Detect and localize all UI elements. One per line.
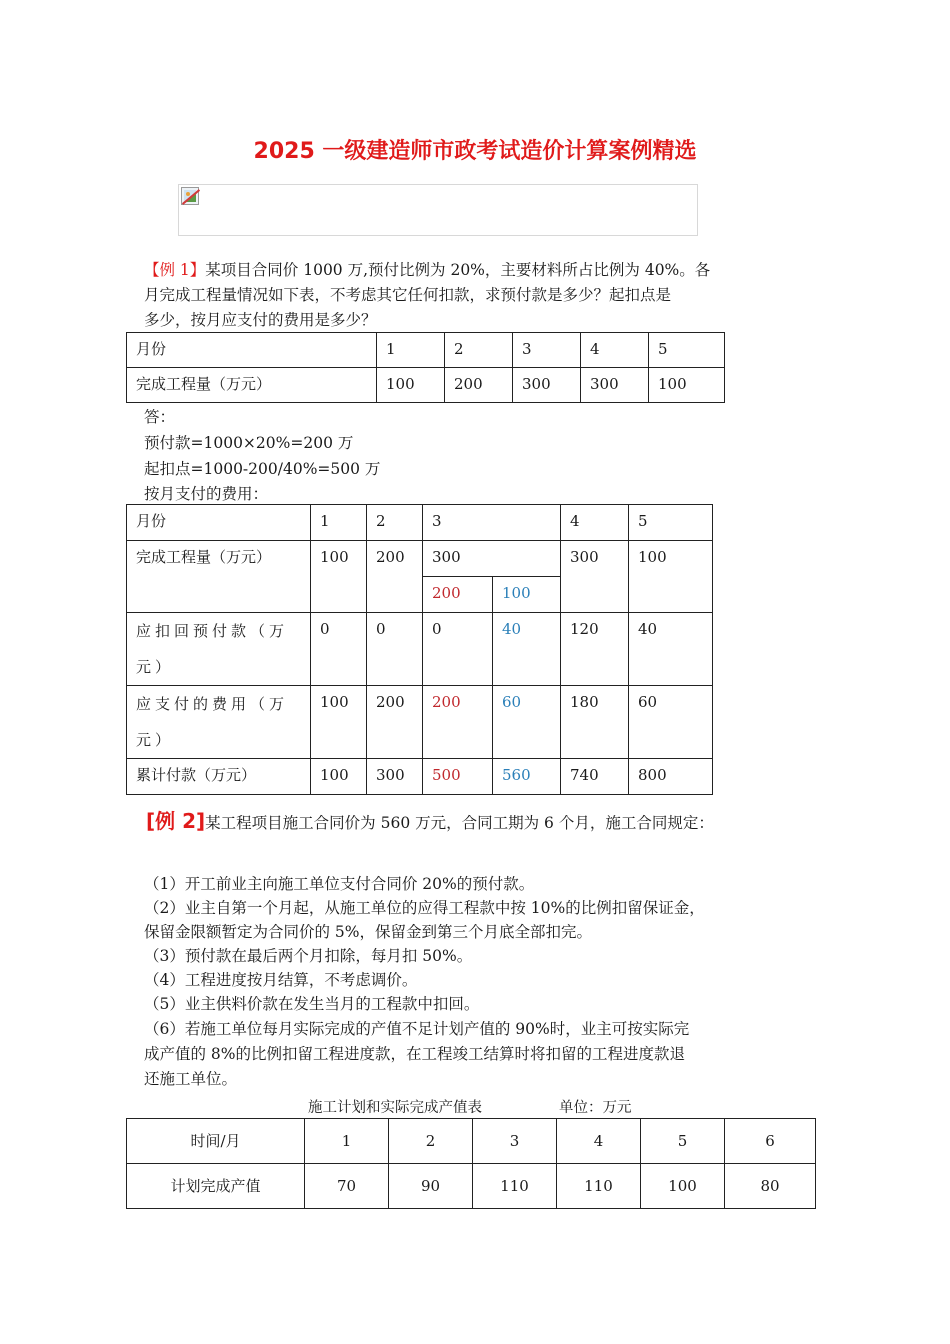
table-cell: 2 [445, 333, 513, 368]
table-cell: 200 [423, 577, 493, 613]
table-cell: 100 [311, 541, 367, 613]
table-row [127, 333, 725, 368]
table-cell: 月份 [127, 333, 377, 368]
table-cell: 时间/月 [127, 1119, 305, 1164]
table-caption: 施工计划和实际完成产值表 [308, 1100, 482, 1116]
table-cell: 5 [649, 333, 725, 368]
table-cell: 1 [377, 333, 445, 368]
table-cell: 4 [581, 333, 649, 368]
payment-table [126, 504, 713, 795]
answer-line-3: 按月支付的费用： [144, 485, 269, 503]
table-cell: 560 [493, 759, 561, 795]
table-cell: 200 [423, 686, 493, 759]
table-cell: 完成工程量（万元） [127, 541, 311, 613]
table-cell: 200 [445, 368, 513, 403]
table-cell: 累计付款（万元） [127, 759, 311, 795]
table-cell: 0 [367, 613, 423, 686]
table-cell: 100 [641, 1164, 725, 1209]
table-cell: 60 [629, 686, 713, 759]
table-cell: 200 [367, 541, 423, 613]
table-cell: 2 [367, 505, 423, 541]
broken-image-icon [181, 187, 199, 205]
table-row [127, 759, 713, 795]
table-cell: 90 [389, 1164, 473, 1209]
table-cell: 70 [305, 1164, 389, 1209]
table-cell: 100 [649, 368, 725, 403]
table-cell: 110 [473, 1164, 557, 1209]
table-cell: 100 [311, 759, 367, 795]
table-cell: 100 [377, 368, 445, 403]
example2-item: 还施工单位。 [144, 1070, 238, 1088]
table-cell: 6 [725, 1119, 816, 1164]
example2-item: （4）工程进度按月结算，不考虑调价。 [144, 971, 418, 989]
table-cell: 800 [629, 759, 713, 795]
table-cell: 300 [581, 368, 649, 403]
table-cell: 3 [473, 1119, 557, 1164]
table-cell: 3 [513, 333, 581, 368]
table-cell: 2 [389, 1119, 473, 1164]
example1-line3: 多少，按月应支付的费用是多少？ [144, 311, 377, 329]
example1-table [126, 332, 725, 403]
table-row [127, 1119, 816, 1164]
example2-intro-text: 某工程项目施工合同价为 560 万元，合同工期为 6 个月，施工合同规定： [205, 814, 714, 832]
page-title: 2025 一级建造师市政考试造价计算案例精选 [253, 139, 697, 164]
table-unit: 单位：万元 [559, 1100, 632, 1116]
example1-tag: 【例 1】 [144, 261, 206, 279]
table-row [127, 1164, 816, 1209]
table-cell: 110 [557, 1164, 641, 1209]
table-cell: 300 [423, 541, 561, 577]
table-cell: 60 [493, 686, 561, 759]
table-row [127, 505, 713, 541]
table-row [127, 368, 725, 403]
table-cell: 100 [629, 541, 713, 613]
table-cell: 0 [423, 613, 493, 686]
table-cell: 120 [561, 613, 629, 686]
table-cell: 应扣回预付款（万元） [127, 613, 311, 686]
answer-line-2: 起扣点=1000-200/40%=500 万 [144, 460, 381, 478]
table-cell: 100 [311, 686, 367, 759]
table-cell: 40 [493, 613, 561, 686]
table-cell: 0 [311, 613, 367, 686]
table-cell: 应支付的费用（万元） [127, 686, 311, 759]
example1-text-1: 某项目合同价 1000 万,预付比例为 20%，主要材料所占比例为 40%。各 [205, 261, 711, 279]
table-row [127, 686, 713, 759]
example2-item: （1）开工前业主向施工单位支付合同价 20%的预付款。 [144, 875, 535, 893]
plan-table [126, 1118, 816, 1209]
table-cell: 80 [725, 1164, 816, 1209]
example2-item: （2）业主自第一个月起，从施工单位的应得工程款中按 10%的比例扣留保证金， [144, 899, 705, 917]
table-row [127, 613, 713, 686]
table-row [127, 541, 713, 577]
table-cell: 180 [561, 686, 629, 759]
table-cell: 300 [367, 759, 423, 795]
table-cell: 5 [641, 1119, 725, 1164]
table-cell: 3 [423, 505, 561, 541]
table-cell: 计划完成产值 [127, 1164, 305, 1209]
image-placeholder [178, 184, 698, 236]
example2-item: 保留金限额暂定为合同价的 5%，保留金到第三个月底全部扣完。 [144, 923, 593, 941]
table-cell: 完成工程量（万元） [127, 368, 377, 403]
example2-item: （6）若施工单位每月实际完成的产值不足计划产值的 90%时，业主可按实际完 [144, 1020, 690, 1038]
example1-line1 [144, 258, 710, 282]
table-cell: 5 [629, 505, 713, 541]
table-cell: 1 [305, 1119, 389, 1164]
table-cell: 100 [493, 577, 561, 613]
table-cell: 300 [561, 541, 629, 613]
table-cell: 1 [311, 505, 367, 541]
answer-line-1: 预付款=1000×20%=200 万 [144, 434, 354, 452]
table-cell: 200 [367, 686, 423, 759]
table-cell: 300 [513, 368, 581, 403]
table-cell: 4 [557, 1119, 641, 1164]
example2-item: （3）预付款在最后两个月扣除，每月扣 50%。 [144, 947, 473, 965]
table-cell: 740 [561, 759, 629, 795]
example1-line2: 月完成工程量情况如下表，不考虑其它任何扣款，求预付款是多少？起扣点是 [144, 286, 672, 304]
table-cell: 4 [561, 505, 629, 541]
example2-tag: [例 2] [146, 809, 206, 833]
table-cell: 月份 [127, 505, 311, 541]
example2-item: （5）业主供料价款在发生当月的工程款中扣回。 [144, 995, 480, 1013]
table-cell: 40 [629, 613, 713, 686]
answer-label: 答： [144, 408, 176, 426]
table-cell: 500 [423, 759, 493, 795]
example2-item: 成产值的 8%的比例扣留工程进度款，在工程竣工结算时将扣留的工程进度款退 [144, 1045, 686, 1063]
example2-intro [146, 808, 714, 836]
